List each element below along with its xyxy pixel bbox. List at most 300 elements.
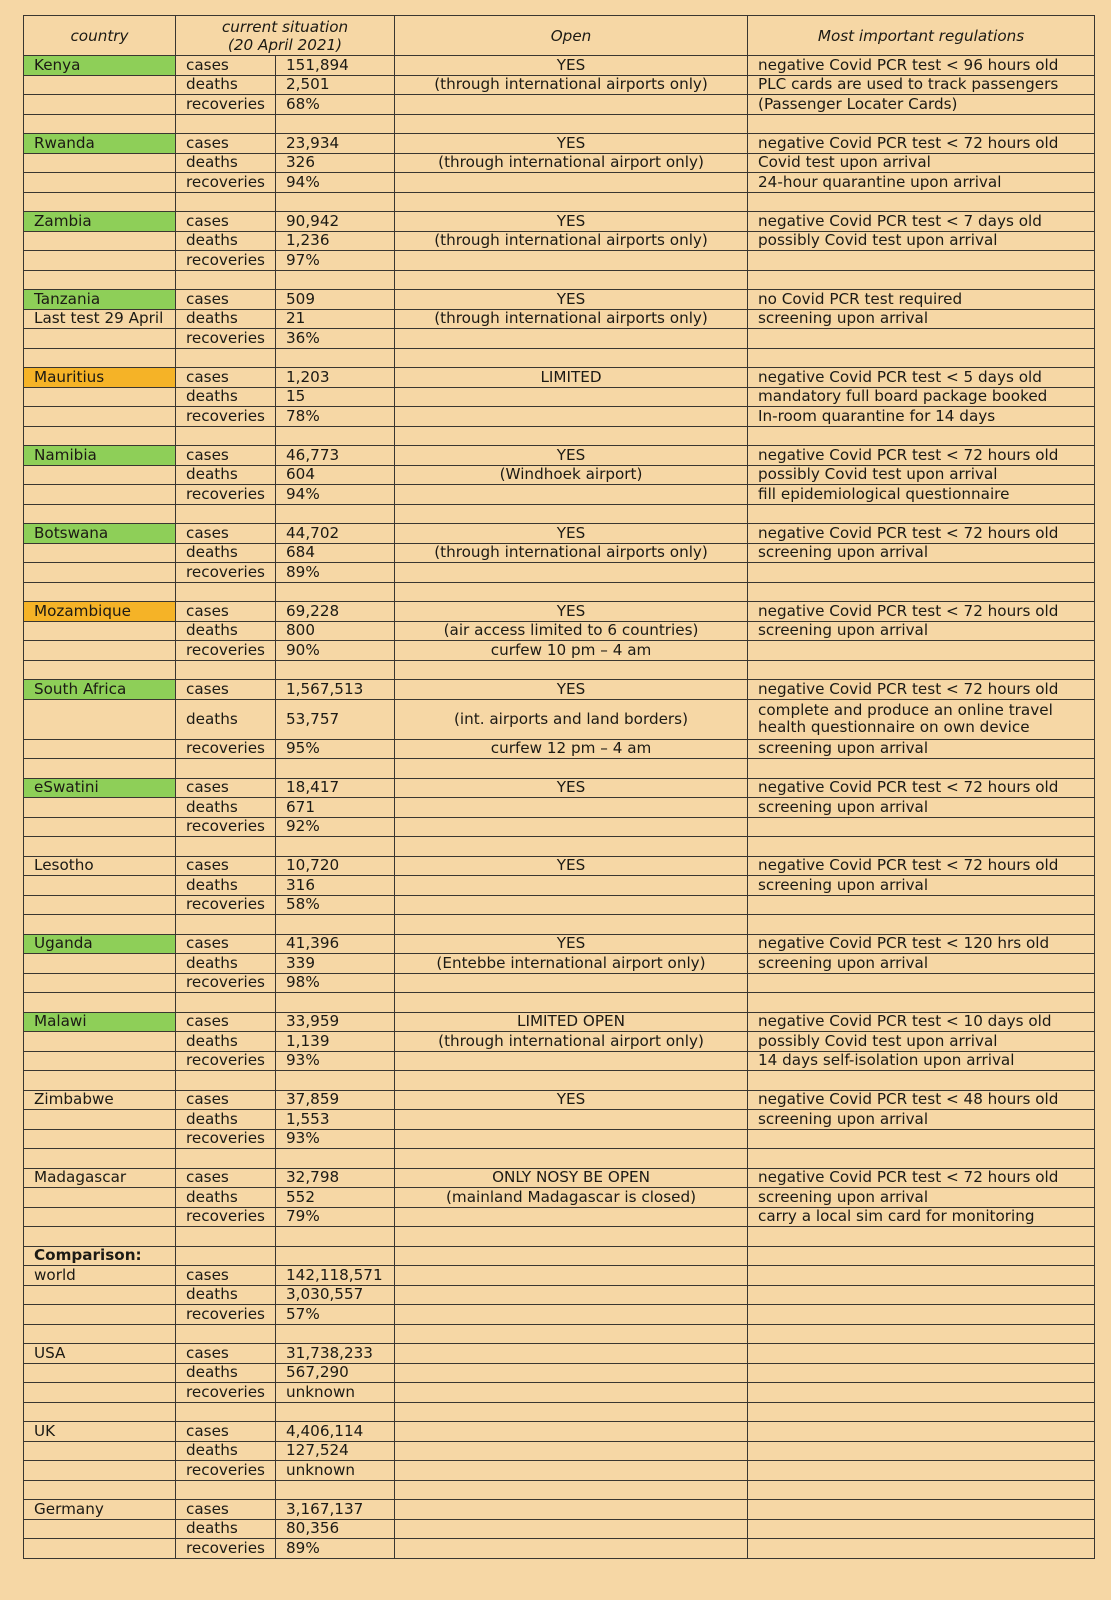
stat-value-recoveries: 98% [276,973,395,993]
empty-cell [276,348,395,368]
stat-label: cases [176,368,276,388]
stat-value-cases: 142,118,571 [276,1266,395,1286]
stat-value-deaths: 1,236 [276,231,395,251]
table-row [24,778,1095,798]
empty-cell [24,1071,176,1091]
empty-cell [276,759,395,779]
empty-cell [24,1149,176,1169]
empty-cell [395,1422,748,1442]
table-row [24,212,1095,232]
empty-cell [176,192,276,212]
open-status [395,563,748,583]
table-row [24,1129,1095,1149]
stat-value-recoveries: unknown [276,1461,395,1481]
regulation: screening upon arrival [748,621,1095,641]
empty-cell [24,817,176,837]
country-name: Uganda [24,934,176,954]
stat-label: recoveries [176,739,276,759]
regulation: PLC cards are used to track passengers [748,75,1095,95]
table-row [24,75,1095,95]
stat-value-cases: 44,702 [276,524,395,544]
stat-value-recoveries: 93% [276,1129,395,1149]
open-status [395,251,748,271]
stat-label: cases [176,934,276,954]
stat-value-deaths: 80,356 [276,1519,395,1539]
stat-label: deaths [176,309,276,329]
empty-cell [276,1480,395,1500]
table-row [24,1344,1095,1364]
open-status: LIMITED OPEN [395,1012,748,1032]
empty-cell [395,1149,748,1169]
empty-cell [395,1305,748,1325]
empty-cell [24,1110,176,1130]
country-name: Namibia [24,446,176,466]
empty-cell [176,114,276,134]
empty-cell [24,407,176,427]
regulation: screening upon arrival [748,309,1095,329]
open-status: YES [395,778,748,798]
empty-cell [276,504,395,524]
empty-cell [24,621,176,641]
table-row [24,641,1095,661]
empty-cell [24,759,176,779]
empty-cell [395,1539,748,1559]
empty-cell [748,837,1095,857]
empty-cell [395,1324,748,1344]
empty-cell [24,739,176,759]
empty-cell [24,1324,176,1344]
empty-cell [395,1441,748,1461]
open-status [395,817,748,837]
stat-value-recoveries: 36% [276,329,395,349]
regulation: no Covid PCR test required [748,290,1095,310]
stat-value-deaths: 15 [276,387,395,407]
stat-label: cases [176,1344,276,1364]
empty-cell [24,95,176,115]
stat-value-cases: 18,417 [276,778,395,798]
empty-cell [748,1480,1095,1500]
country-name: Tanzania [24,290,176,310]
empty-cell [176,582,276,602]
open-status [395,798,748,818]
table-row [24,1012,1095,1032]
empty-cell [176,915,276,935]
empty-cell [24,582,176,602]
empty-cell [748,759,1095,779]
table-row [24,680,1095,700]
stat-value-deaths: 53,757 [276,699,395,739]
regulation: negative Covid PCR test < 72 hours old [748,778,1095,798]
table-row [24,134,1095,154]
regulation: 14 days self-isolation upon arrival [748,1051,1095,1071]
stat-value-recoveries: 97% [276,251,395,271]
empty-cell [748,993,1095,1013]
stat-label: deaths [176,954,276,974]
open-status [395,973,748,993]
stat-label: cases [176,290,276,310]
open-status: ONLY NOSY BE OPEN [395,1168,748,1188]
empty-cell [276,1246,395,1266]
empty-cell [24,153,176,173]
table-row [24,1285,1095,1305]
regulation: fill epidemiological questionnaire [748,485,1095,505]
empty-cell [395,1266,748,1286]
stat-label: recoveries [176,563,276,583]
open-status [395,895,748,915]
stat-label: deaths [176,621,276,641]
regulation: negative Covid PCR test < 72 hours old [748,856,1095,876]
stat-value-cases: 1,203 [276,368,395,388]
empty-cell [748,192,1095,212]
empty-cell [176,660,276,680]
empty-cell [748,1149,1095,1169]
stat-value-recoveries: 93% [276,1051,395,1071]
country-name: South Africa [24,680,176,700]
empty-cell [24,1305,176,1325]
stat-value-deaths: 684 [276,543,395,563]
regulation: possibly Covid test upon arrival [748,1032,1095,1052]
empty-cell [24,1461,176,1481]
country-name: Lesotho [24,856,176,876]
open-status: (through international airports only) [395,231,748,251]
stat-label: cases [176,1168,276,1188]
empty-cell [24,1032,176,1052]
open-status: LIMITED [395,368,748,388]
empty-cell [24,387,176,407]
table-row [24,1266,1095,1286]
open-status [395,1129,748,1149]
stat-value-cases: 4,406,114 [276,1422,395,1442]
stat-label: cases [176,778,276,798]
empty-cell [24,192,176,212]
empty-cell [176,1480,276,1500]
empty-cell [748,1363,1095,1383]
table-row [24,387,1095,407]
table-row [24,368,1095,388]
empty-cell [24,895,176,915]
empty-cell [395,1480,748,1500]
empty-cell [176,1071,276,1091]
regulation [748,563,1095,583]
open-status [395,876,748,896]
table-row [24,973,1095,993]
stat-label: deaths [176,1188,276,1208]
stat-value-cases: 151,894 [276,56,395,76]
open-status: (Entebbe international airport only) [395,954,748,974]
empty-cell [395,114,748,134]
stat-value-cases: 41,396 [276,934,395,954]
stat-value-deaths: 671 [276,798,395,818]
open-status [395,329,748,349]
regulation [748,895,1095,915]
empty-cell [176,1227,276,1247]
regulation: negative Covid PCR test < 72 hours old [748,1168,1095,1188]
stat-value-deaths: 127,524 [276,1441,395,1461]
table-row [24,543,1095,563]
stat-value-cases: 90,942 [276,212,395,232]
empty-cell [24,1402,176,1422]
empty-cell [748,1227,1095,1247]
empty-cell [748,660,1095,680]
stat-label: cases [176,1090,276,1110]
stat-label: deaths [176,1363,276,1383]
stat-value-recoveries: 78% [276,407,395,427]
country-name: Mozambique [24,602,176,622]
open-status: YES [395,134,748,154]
regulation: possibly Covid test upon arrival [748,231,1095,251]
open-status: YES [395,446,748,466]
stat-value-cases: 69,228 [276,602,395,622]
header-row [24,16,1095,56]
region-name: Germany [24,1500,176,1520]
empty-cell [24,837,176,857]
empty-cell [395,1246,748,1266]
stat-label: deaths [176,699,276,739]
empty-cell [748,915,1095,935]
table-row [24,524,1095,544]
empty-cell [176,759,276,779]
stat-value-deaths: 1,553 [276,1110,395,1130]
regulation: possibly Covid test upon arrival [748,465,1095,485]
empty-cell [276,582,395,602]
stat-value-deaths: 326 [276,153,395,173]
empty-cell [24,954,176,974]
stat-label: recoveries [176,173,276,193]
stat-value-deaths: 21 [276,309,395,329]
table-row [24,1422,1095,1442]
regulation: negative Covid PCR test < 72 hours old [748,524,1095,544]
header-current-situation-label: current situation (20 April 2021) [221,17,349,54]
empty-cell [24,114,176,134]
table-row [24,934,1095,954]
comparison-title: Comparison: [24,1246,176,1266]
empty-cell [395,348,748,368]
stat-label: deaths [176,387,276,407]
empty-cell [24,329,176,349]
table-row [24,485,1095,505]
table-row [24,465,1095,485]
open-status: (through international airport only) [395,1032,748,1052]
empty-cell [176,993,276,1013]
empty-cell [276,192,395,212]
open-status: YES [395,212,748,232]
open-status: (through international airports only) [395,309,748,329]
regulation: negative Covid PCR test < 5 days old [748,368,1095,388]
country-name: Rwanda [24,134,176,154]
table-row [24,817,1095,837]
stat-value-recoveries: 89% [276,563,395,583]
regulation: negative Covid PCR test < 48 hours old [748,1090,1095,1110]
stat-label: recoveries [176,329,276,349]
stat-label: cases [176,602,276,622]
spacer-row [24,1480,1095,1500]
empty-cell [748,1539,1095,1559]
regulation: negative Covid PCR test < 72 hours old [748,134,1095,154]
table-row [24,1168,1095,1188]
stat-label: deaths [176,1519,276,1539]
header-open: Open [395,16,748,56]
open-status: (through international airports only) [395,75,748,95]
open-status: YES [395,524,748,544]
empty-cell [176,348,276,368]
empty-cell [395,426,748,446]
empty-cell [395,1227,748,1247]
spacer-row [24,582,1095,602]
country-name: Malawi [24,1012,176,1032]
empty-cell [176,504,276,524]
stat-label: recoveries [176,251,276,271]
stat-label: cases [176,212,276,232]
empty-cell [276,915,395,935]
stat-label: cases [176,680,276,700]
open-status: curfew 12 pm – 4 am [395,739,748,759]
regulation: screening upon arrival [748,798,1095,818]
covid-travel-table [23,15,1095,1559]
stat-value-deaths: 567,290 [276,1363,395,1383]
empty-cell [276,660,395,680]
regulation: mandatory full board package booked [748,387,1095,407]
stat-value-recoveries: 58% [276,895,395,915]
table-body [24,56,1095,1559]
stat-label: deaths [176,876,276,896]
empty-cell [395,1383,748,1403]
table-row [24,1110,1095,1130]
empty-cell [748,504,1095,524]
empty-cell [176,837,276,857]
stat-value-deaths: 552 [276,1188,395,1208]
open-status: YES [395,934,748,954]
stat-label: deaths [176,543,276,563]
empty-cell [748,1305,1095,1325]
table-row [24,1305,1095,1325]
empty-cell [395,660,748,680]
stat-value-cases: 33,959 [276,1012,395,1032]
region-name: USA [24,1344,176,1364]
table-row [24,895,1095,915]
stat-label: cases [176,524,276,544]
empty-cell [24,973,176,993]
empty-cell [748,1519,1095,1539]
empty-cell [748,348,1095,368]
stat-label: cases [176,1266,276,1286]
empty-cell [395,1500,748,1520]
empty-cell [24,563,176,583]
stat-value-deaths: 316 [276,876,395,896]
empty-cell [748,1383,1095,1403]
regulation: carry a local sim card for monitoring [748,1207,1095,1227]
country-name: Zambia [24,212,176,232]
country-name: Madagascar [24,1168,176,1188]
regulation: negative Covid PCR test < 72 hours old [748,602,1095,622]
table-row [24,173,1095,193]
empty-cell [24,1363,176,1383]
empty-cell [24,915,176,935]
table-row [24,446,1095,466]
table-row [24,1441,1095,1461]
country-name: Zimbabwe [24,1090,176,1110]
empty-cell [395,192,748,212]
empty-cell [24,1539,176,1559]
regulation: negative Covid PCR test < 72 hours old [748,680,1095,700]
open-status: YES [395,602,748,622]
stat-label: recoveries [176,1305,276,1325]
table-row [24,699,1095,739]
table-row [24,1188,1095,1208]
stat-value-recoveries: 57% [276,1305,395,1325]
empty-cell [748,114,1095,134]
empty-cell [395,1071,748,1091]
empty-cell [276,426,395,446]
regulation: negative Covid PCR test < 96 hours old [748,56,1095,76]
stat-label: cases [176,134,276,154]
regulation: negative Covid PCR test < 120 hrs old [748,934,1095,954]
empty-cell [24,641,176,661]
stat-label: recoveries [176,407,276,427]
table-row [24,1383,1095,1403]
spacer-row [24,114,1095,134]
regulation: screening upon arrival [748,1110,1095,1130]
open-status: (mainland Madagascar is closed) [395,1188,748,1208]
empty-cell [276,1071,395,1091]
empty-cell [276,837,395,857]
empty-cell [24,1285,176,1305]
table-row [24,621,1095,641]
spacer-row [24,1402,1095,1422]
regulation [748,251,1095,271]
open-status: (Windhoek airport) [395,465,748,485]
table-row [24,563,1095,583]
regulation [748,329,1095,349]
stat-label: deaths [176,153,276,173]
open-status: curfew 10 pm – 4 am [395,641,748,661]
empty-cell [748,1402,1095,1422]
stat-value-cases: 23,934 [276,134,395,154]
empty-cell [276,1149,395,1169]
open-status: YES [395,856,748,876]
country-name: Botswana [24,524,176,544]
regulation [748,1129,1095,1149]
stat-value-recoveries: unknown [276,1383,395,1403]
empty-cell [395,1461,748,1481]
empty-cell [24,348,176,368]
empty-cell [24,543,176,563]
empty-cell [24,75,176,95]
empty-cell [395,837,748,857]
open-status: YES [395,56,748,76]
empty-cell [176,426,276,446]
empty-cell [748,1285,1095,1305]
empty-cell [176,1149,276,1169]
table-row [24,1363,1095,1383]
table-row [24,1090,1095,1110]
empty-cell [24,1441,176,1461]
country-name: eSwatini [24,778,176,798]
empty-cell [395,1402,748,1422]
header-regulations: Most important regulations [748,16,1095,56]
stat-value-recoveries: 68% [276,95,395,115]
table-row [24,329,1095,349]
spacer-row [24,993,1095,1013]
empty-cell [24,1129,176,1149]
table-row [24,1032,1095,1052]
regulation: Covid test upon arrival [748,153,1095,173]
stat-value-cases: 46,773 [276,446,395,466]
stat-label: cases [176,1422,276,1442]
region-name: UK [24,1422,176,1442]
empty-cell [24,465,176,485]
stat-label: deaths [176,1110,276,1130]
stat-label: deaths [176,231,276,251]
